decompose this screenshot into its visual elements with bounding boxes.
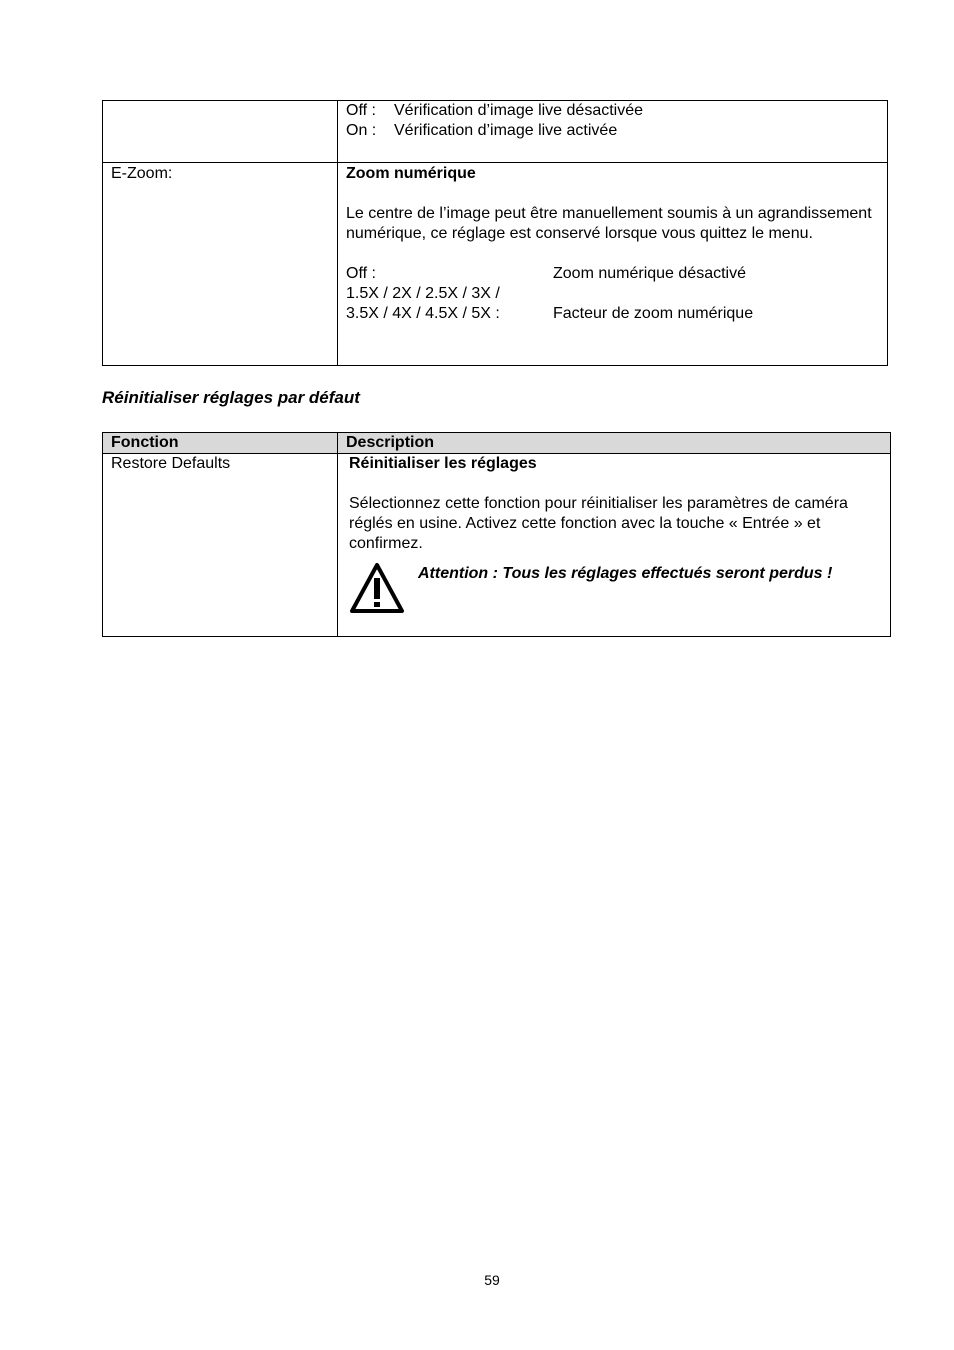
header-description: Description <box>338 433 891 454</box>
option-text: Vérification d’image live activée <box>394 122 618 139</box>
description-cell-ezoom <box>338 163 888 366</box>
function-cell-restore <box>103 454 338 637</box>
option-text: Vérification d’image live désactivée <box>394 102 644 119</box>
option-key: On : <box>346 122 377 139</box>
warning-text: Attention : Tous les réglages effectués seront perdus ! <box>418 565 833 582</box>
section-title: Réinitialiser réglages par défaut <box>102 388 360 407</box>
function-name: E-Zoom: <box>111 165 173 182</box>
description-paragraph: Sélectionnez cette fonction pour réinitialiser les paramètres de caméra réglés en usine. Activez cette fonction avec la touche « Entrée » et confirmez. <box>349 495 848 552</box>
function-name: Restore Defaults <box>111 455 231 472</box>
function-cell-ezoom <box>103 163 338 366</box>
zoom-option-key-factor-2: 3.5X / 4X / 4.5X / 5X : <box>346 305 500 322</box>
option-key: Off : <box>346 102 376 119</box>
settings-table-ezoom <box>102 100 888 366</box>
zoom-option-key-off: Off : <box>346 265 376 282</box>
function-cell-empty <box>103 101 338 163</box>
description-cell-restore <box>338 454 891 637</box>
description-cell-live-check <box>338 101 888 163</box>
header-function: Fonction <box>103 433 338 454</box>
zoom-option-text-factor: Facteur de zoom numérique <box>553 305 754 322</box>
description-paragraph: Le centre de l’image peut être manuellement soumis à un agrandissement numérique, ce réglage est conservé lorsque vous quittez le menu. <box>346 205 872 242</box>
option-line-off <box>346 101 879 121</box>
zoom-option-key-factor-1: 1.5X / 2X / 2.5X / 3X / <box>346 285 500 302</box>
description-title: Zoom numérique <box>346 165 476 182</box>
warning-triangle-icon <box>349 562 405 614</box>
zoom-options <box>346 264 879 324</box>
settings-table-restore <box>102 432 891 637</box>
option-line-on <box>346 121 879 141</box>
page-number: 59 <box>484 1272 500 1288</box>
warning-block <box>349 564 882 614</box>
zoom-option-text-off: Zoom numérique désactivé <box>553 265 746 282</box>
description-title: Réinitialiser les réglages <box>349 455 537 472</box>
